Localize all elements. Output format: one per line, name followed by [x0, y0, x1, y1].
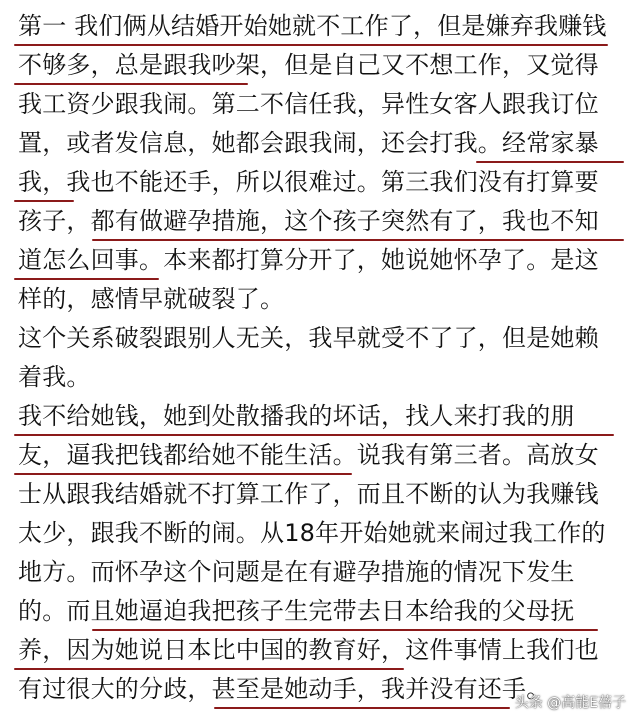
text-underline [14, 473, 352, 475]
text-underline [14, 200, 74, 202]
text-line: 置，或者发信息，她都会跟我闹，还会打我。经常家暴 [18, 129, 599, 157]
text-line: 友，逼我把钱都给她不能生活。说我有第三者。高放女 [18, 441, 599, 469]
text-underline [92, 239, 624, 241]
text-line: 道怎么回事。本来都打算分开了，她说她怀孕了。是这 [18, 246, 599, 274]
text-line: 士从跟我结婚就不打算工作了，而且不断的认为我赚钱 [18, 480, 599, 508]
watermark-text: 头条 @高能E蓓子 [514, 695, 626, 711]
text-line: 我工资少跟我闹。第二不信任我，异性女客人跟我订位 [18, 90, 599, 118]
text-line: 养，因为她说日本比中国的教育好，这件事情上我们也 [18, 636, 599, 664]
text-underline [14, 434, 614, 436]
text-line: 我，我也不能还手，所以很难过。第三我们没有打算要 [18, 168, 599, 196]
text-line: 的。而且她逼迫我把孩子生完带去日本给我的父母抚 [18, 597, 575, 625]
text-underline [14, 278, 159, 280]
text-underline [14, 668, 404, 670]
text-line: 第一 我们俩从结婚开始她就不工作了，但是嫌弃我赚钱 [18, 12, 607, 40]
text-underline [14, 83, 248, 85]
text-line: 不够多，总是跟我吵架，但是自己又不想工作，又觉得 [18, 51, 599, 79]
text-line: 我不给她钱，她到处散播我的坏话，找人来打我的朋 [18, 402, 575, 430]
text-line: 地方。而怀孕这个问题是在有避孕措施的情况下发生 [18, 558, 575, 586]
text-underline [214, 707, 510, 709]
text-line: 样的，感情早就破裂了。 [18, 285, 285, 313]
text-line: 着我。 [18, 363, 91, 391]
text-line: 太少，跟我不断的闹。从18年开始她就来闹过我工作的 [18, 519, 606, 547]
text-line: 有过很大的分歧，甚至是她动手，我并没有还手。 [18, 675, 551, 703]
text-underline [14, 44, 608, 46]
text-line: 这个关系破裂跟别人无关，我早就受不了了，但是她赖 [18, 324, 599, 352]
text-underline [476, 161, 624, 163]
text-line: 孩子，都有做避孕措施，这个孩子突然有了，我也不知 [18, 207, 599, 235]
text-underline [92, 629, 598, 631]
